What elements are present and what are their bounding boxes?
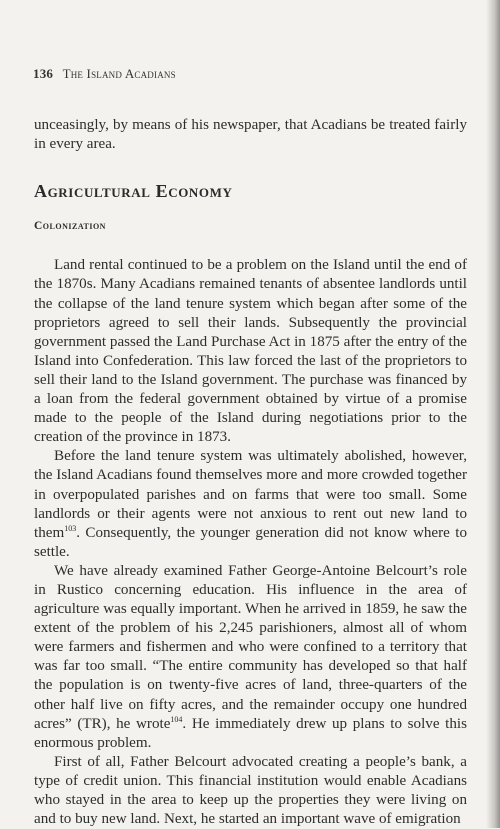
subsection-title: Colonization — [34, 220, 106, 233]
paragraph-text: . Consequently, the younger generation did not know where to settle. — [34, 524, 467, 560]
running-header — [33, 66, 176, 82]
intro-paragraph: unceasingly, by means of his newspaper, that Acadians be treated fairly in every area. — [34, 117, 467, 153]
paragraph-peoples-bank: First of all, Father Belcourt advocated creating a people’s bank, a type of credit union. This financial institution would enable Acadians who stayed in the area to keep up the properties they were living on and to buy new land. Next, he started an important wave of emigration — [34, 753, 467, 828]
paragraph-text: We have already examined Father George-Antoine Belcourt’s role in Rustico concerning education. His influence in the area of agriculture was equally important. When he arrived in 1859, he saw the extent of the problem of his 2,245 parishioners, almost all of whom were farmers and fishermen and who were confined to a territory that was far too small. “The entire community has developed so that half the population is on twenty-five acres of land, three-quarters of the other half live on fifty acres, and the remainder occupy one hundred acres” (TR), he wrote — [34, 562, 467, 732]
paragraph-land-tenure — [34, 447, 467, 562]
page-body — [34, 116, 467, 829]
page-number: 136 — [33, 66, 54, 81]
paragraph-text: Before the land tenure system was ultimately abolished, however, the Island Acadians found themselves more and more crowded together in overpopulated parishes and on farms that were too small. Some landlords or their agents were not anxious to rent out new land to them — [34, 448, 467, 541]
section-title: Agricultural Economy — [34, 181, 233, 202]
paragraph-text: . He immediately drew up plans to solve this enormous problem. — [34, 715, 467, 751]
footnote-marker: 103 — [64, 523, 77, 533]
paragraph-belcourt — [34, 562, 467, 753]
paragraph-land-rental: Land rental continued to be a problem on the Island until the end of the 1870s. Many Acadians remained tenants of absentee landlords until the collapse of the land tenure system which began after some of the proprietors agreed to sell their lands. Subsequently the provincial government passed the Land Purchase Act in 1875 after the entry of the Island into Confederation. This law forced the last of the proprietors to sell their land to the Island government. The purchase was financed by a loan from the federal government obtained by virtue of a promise made to the people of the Island during negotiations prior to the creation of the province in 1873. — [34, 257, 467, 446]
running-title: The Island Acadians — [62, 66, 176, 81]
page-edge-shadow — [486, 0, 500, 828]
footnote-marker: 104 — [170, 714, 183, 724]
